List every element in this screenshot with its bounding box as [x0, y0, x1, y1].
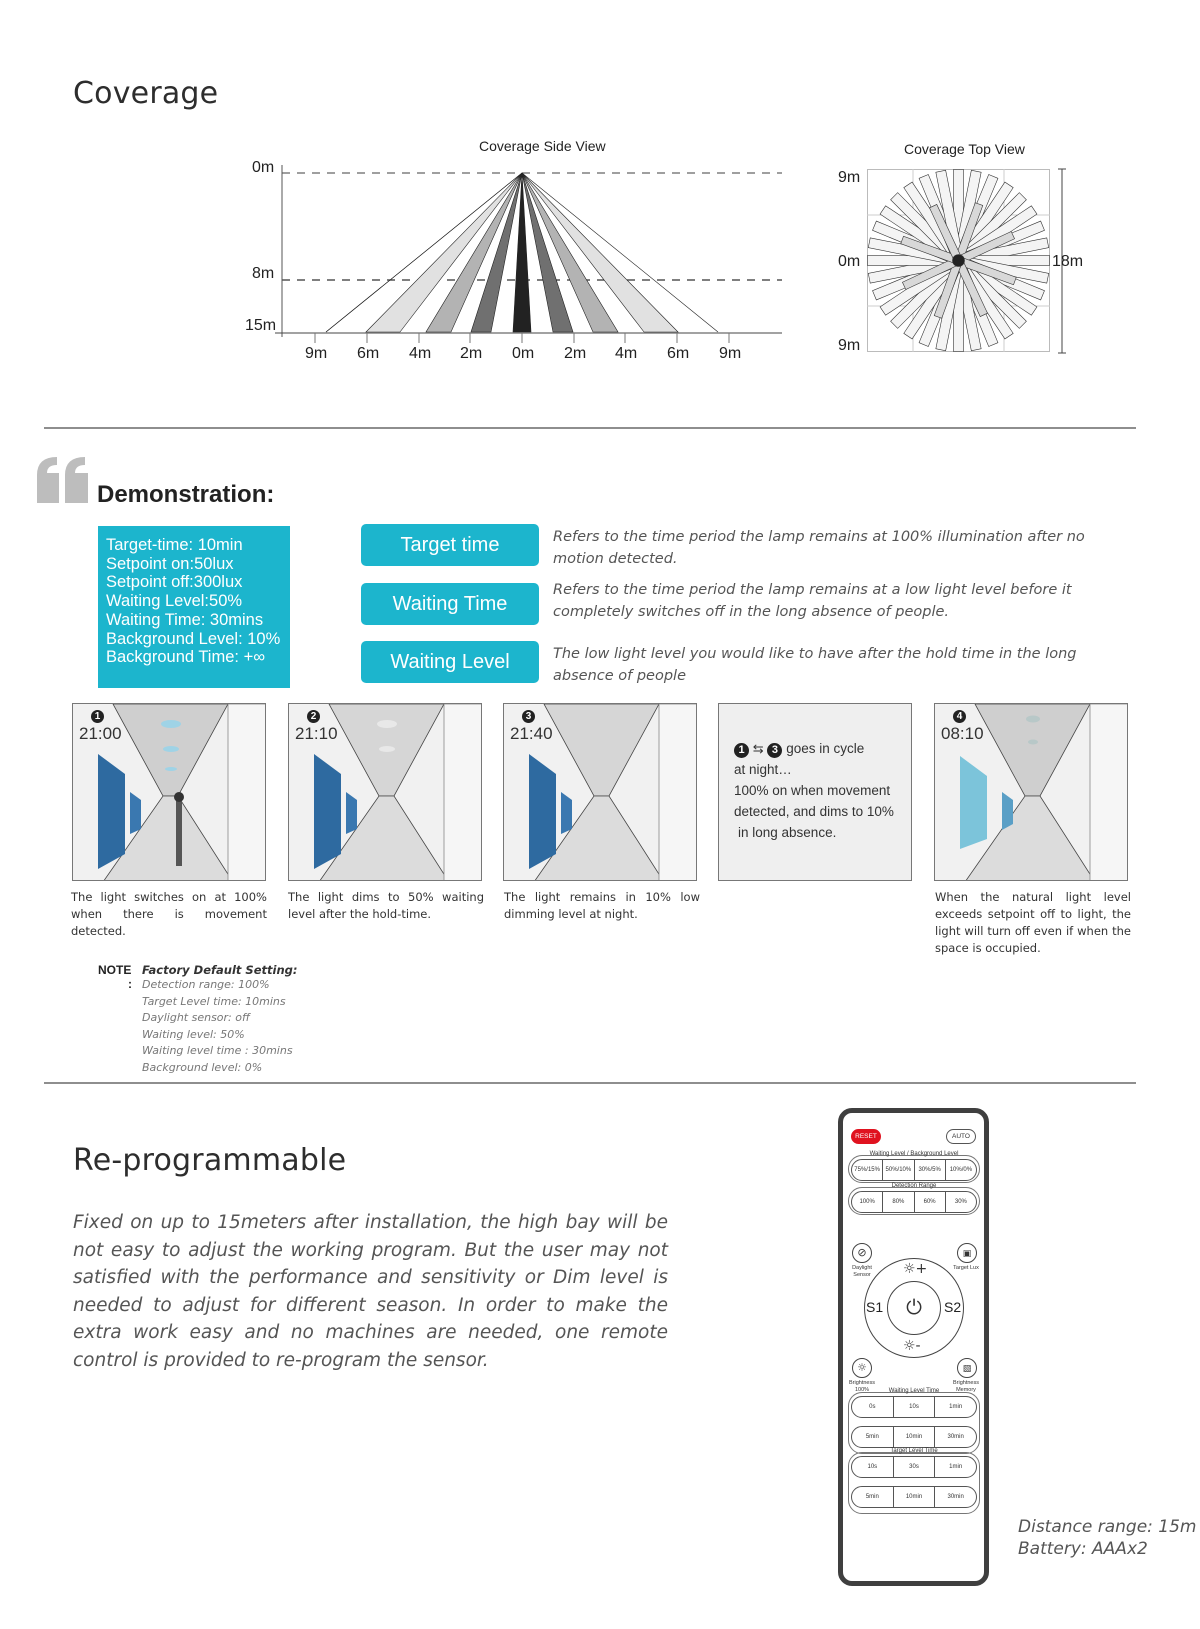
step-number-badge: 4	[953, 710, 966, 723]
brightness-up-button[interactable]	[903, 1261, 927, 1277]
side-view-diagram	[230, 135, 790, 375]
remote-option-button[interactable]: 1min	[949, 1404, 963, 1410]
top-y-label: 0m	[838, 253, 861, 270]
panel-caption: When the natural light level exceeds setpoint off to light, the light will turn off even if when the space is occupied.	[935, 890, 1131, 955]
remote-option-button[interactable]: 10s	[852, 1457, 894, 1477]
x-label: 9m	[719, 345, 742, 362]
scenario-panel-2	[288, 703, 482, 881]
y-label-15m: 15m	[245, 317, 277, 334]
cycle-text: 100% on when movement	[734, 783, 891, 798]
waiting-time-row	[851, 1396, 977, 1418]
note-line: Waiting level: 50%	[142, 1027, 245, 1041]
top-y-label: 9m	[838, 337, 861, 354]
remote-option-button[interactable]: 30%	[954, 1199, 967, 1205]
cycle-line	[734, 738, 909, 759]
remote-control	[838, 1108, 989, 1586]
setting-line: Waiting Time: 30mins	[106, 610, 264, 629]
remote-option-button[interactable]: 10min	[894, 1487, 936, 1507]
demonstration-heading: Demonstration:	[97, 481, 275, 508]
s1-button[interactable]: S1	[866, 1299, 884, 1315]
remote-option-button[interactable]: 30min	[947, 1494, 964, 1500]
brightness-down-button[interactable]	[903, 1338, 921, 1354]
step-number-badge: 1	[91, 710, 104, 723]
x-label: 4m	[409, 345, 432, 362]
brightness-memory-label: Brightness Memory	[953, 1380, 979, 1393]
remote-option-button[interactable]: 100%	[852, 1192, 883, 1212]
top-view-title: Coverage Top View	[904, 141, 1025, 157]
daylight-sensor-button[interactable]	[852, 1243, 872, 1263]
cycle-text: detected, and dims to 10%	[734, 804, 894, 819]
waiting-time-label: Waiting Level Time	[888, 1388, 940, 1394]
power-icon: ⏻	[906, 1295, 922, 1319]
remote-option-button[interactable]: 5min	[852, 1487, 894, 1507]
remote-option-button[interactable]: 50%/10%	[883, 1160, 914, 1180]
x-label: 0m	[512, 345, 535, 362]
waiting-bg-options	[851, 1159, 977, 1181]
panel-caption: The light switches on at 100% when there is movement detected.	[71, 890, 267, 938]
save-icon: ▣	[962, 1249, 972, 1259]
panel-caption: The light dims to 50% waiting level after the hold-time.	[288, 890, 484, 921]
target-time-row	[851, 1486, 977, 1508]
remote-option-button[interactable]: 30%/5%	[915, 1160, 946, 1180]
section-divider	[44, 427, 1136, 429]
x-label: 2m	[564, 345, 587, 362]
term-desc-waiting-level: The low light level you would like to have after the hold time in the long absence of people	[553, 646, 1077, 684]
panel-time: 21:00	[79, 724, 122, 743]
coverage-heading: Coverage	[73, 76, 219, 111]
coverage-side-view	[230, 135, 790, 375]
remote-option-button[interactable]: 10s	[894, 1397, 936, 1417]
x-label: 9m	[305, 345, 328, 362]
term-desc-waiting-time: Refers to the time period the lamp remains at a low light level before it completely switches off in the long absence of people.	[553, 582, 1072, 620]
y-label-0m: 0m	[252, 159, 275, 176]
top-y-label: 9m	[838, 169, 861, 186]
span-label-18m: 18m	[1052, 253, 1084, 270]
sun-plus-icon: ☼+	[903, 1261, 928, 1277]
cycle-info-panel	[718, 703, 912, 881]
x-label: 2m	[460, 345, 483, 362]
remote-option-button[interactable]: 1min	[949, 1464, 963, 1470]
panel-caption: The light remains in 10% low dimming level at night.	[504, 890, 700, 921]
setting-line: Background Time: +∞	[106, 648, 265, 667]
x-label: 6m	[667, 345, 690, 362]
remote-option-button[interactable]: 0s	[852, 1397, 894, 1417]
note-label: NOTE	[98, 963, 132, 977]
remote-option-button[interactable]: 30s	[894, 1457, 936, 1477]
note-line: Target Level time: 10mins	[142, 994, 286, 1008]
reset-button[interactable]: RESET	[851, 1129, 881, 1144]
spec-distance: Distance range: 15m	[1018, 1517, 1197, 1537]
step-number-badge: 1	[734, 743, 749, 758]
setting-line: Target-time: 10min	[106, 536, 243, 554]
brightness-100-label: Brightness 100%	[849, 1380, 875, 1393]
setting-line: Setpoint on:50lux	[106, 554, 234, 573]
scenario-panel-3	[503, 703, 697, 881]
panel-time: 21:40	[510, 724, 553, 743]
setting-line: Setpoint off:300lux	[106, 573, 243, 592]
setting-line: Waiting Level:50%	[106, 592, 243, 611]
cycle-arrows-icon: ⇆	[752, 741, 764, 756]
term-target-time: Target time	[361, 524, 539, 566]
memory-icon: ▧	[962, 1364, 972, 1374]
target-lux-button[interactable]	[957, 1243, 977, 1263]
waiting-bg-label: Waiting Level / Background Level	[869, 1151, 959, 1157]
scenario-panel-4	[934, 703, 1128, 881]
y-label-8m: 8m	[252, 265, 275, 282]
spec-battery: Battery: AAAx2	[1018, 1539, 1148, 1559]
detection-options	[851, 1191, 977, 1213]
panel-time: 21:10	[295, 724, 338, 743]
note-colon: :	[128, 977, 132, 991]
note-heading: Factory Default Setting:	[142, 963, 298, 977]
reprogrammable-heading: Re-programmable	[73, 1143, 347, 1178]
note-line: Background level: 0%	[142, 1060, 263, 1074]
coverage-top-view	[830, 135, 1100, 365]
sun-minus-icon: ☼-	[903, 1338, 921, 1354]
sun-icon: ☼	[857, 1361, 867, 1374]
waiting-time-row	[851, 1426, 977, 1448]
remote-option-button[interactable]: 30min	[947, 1434, 964, 1440]
term-desc-target-time: Refers to the time period the lamp remains at 100% illumination after no motion detected.	[553, 529, 1085, 567]
note-line: Waiting level time : 30mins	[142, 1044, 293, 1057]
step-number-badge: 2	[307, 710, 320, 723]
remote-option-button[interactable]: 75%/15%	[852, 1160, 883, 1180]
quote-icon	[35, 455, 90, 505]
reprogrammable-body: Fixed on up to 15meters after installation, the high bay will be not easy to adjust the working program. But the user may not satisfied with the performance and sensitivity or Dim level is needed to adjust for different season. In order to make the extra work easy and no machines are needed, one remote control is provided to re-program the sensor.	[73, 1212, 668, 1371]
setting-line: Background Level: 10%	[106, 629, 281, 648]
remote-option-button[interactable]: 60%	[915, 1192, 946, 1212]
remote-option-button[interactable]: 5min	[852, 1427, 894, 1447]
target-time-row	[851, 1456, 977, 1478]
term-waiting-level: Waiting Level	[361, 641, 539, 683]
cycle-text: in long absence.	[738, 825, 837, 840]
panel-time: 08:10	[941, 724, 984, 743]
daylight-sensor-label: Daylight Sensor	[852, 1265, 872, 1278]
s2-button[interactable]: S2	[944, 1299, 962, 1315]
top-view-diagram	[867, 169, 1057, 359]
step-number-badge: 3	[522, 710, 535, 723]
section-divider	[44, 1082, 1136, 1084]
step-number-badge: 3	[767, 743, 782, 758]
auto-button[interactable]: AUTO	[946, 1129, 976, 1144]
remote-option-button[interactable]: 80%	[883, 1192, 914, 1212]
settings-box	[98, 526, 290, 688]
cycle-text: at night…	[734, 762, 792, 777]
factory-default-note	[142, 963, 297, 1076]
side-view-title: Coverage Side View	[479, 138, 606, 154]
detection-label: Detection Range	[891, 1183, 937, 1189]
target-lux-label: Target Lux	[953, 1265, 979, 1271]
brightness-memory-button[interactable]	[957, 1358, 977, 1378]
scenario-panel-1	[72, 703, 266, 881]
no-sign-icon: ⊘	[857, 1246, 867, 1259]
x-label: 4m	[615, 345, 638, 362]
target-time-label: Target Level Time	[890, 1448, 938, 1454]
remote-option-button[interactable]: 10min	[894, 1427, 936, 1447]
note-line: Detection range: 100%	[142, 978, 270, 991]
cycle-text: goes in cycle	[786, 741, 865, 756]
note-line: Daylight sensor: off	[142, 1011, 250, 1024]
term-waiting-time: Waiting Time	[361, 583, 539, 625]
power-button[interactable]	[887, 1281, 941, 1335]
remote-option-button[interactable]: 10%/0%	[949, 1167, 973, 1173]
brightness-100-button[interactable]	[852, 1358, 872, 1378]
x-label: 6m	[357, 345, 380, 362]
